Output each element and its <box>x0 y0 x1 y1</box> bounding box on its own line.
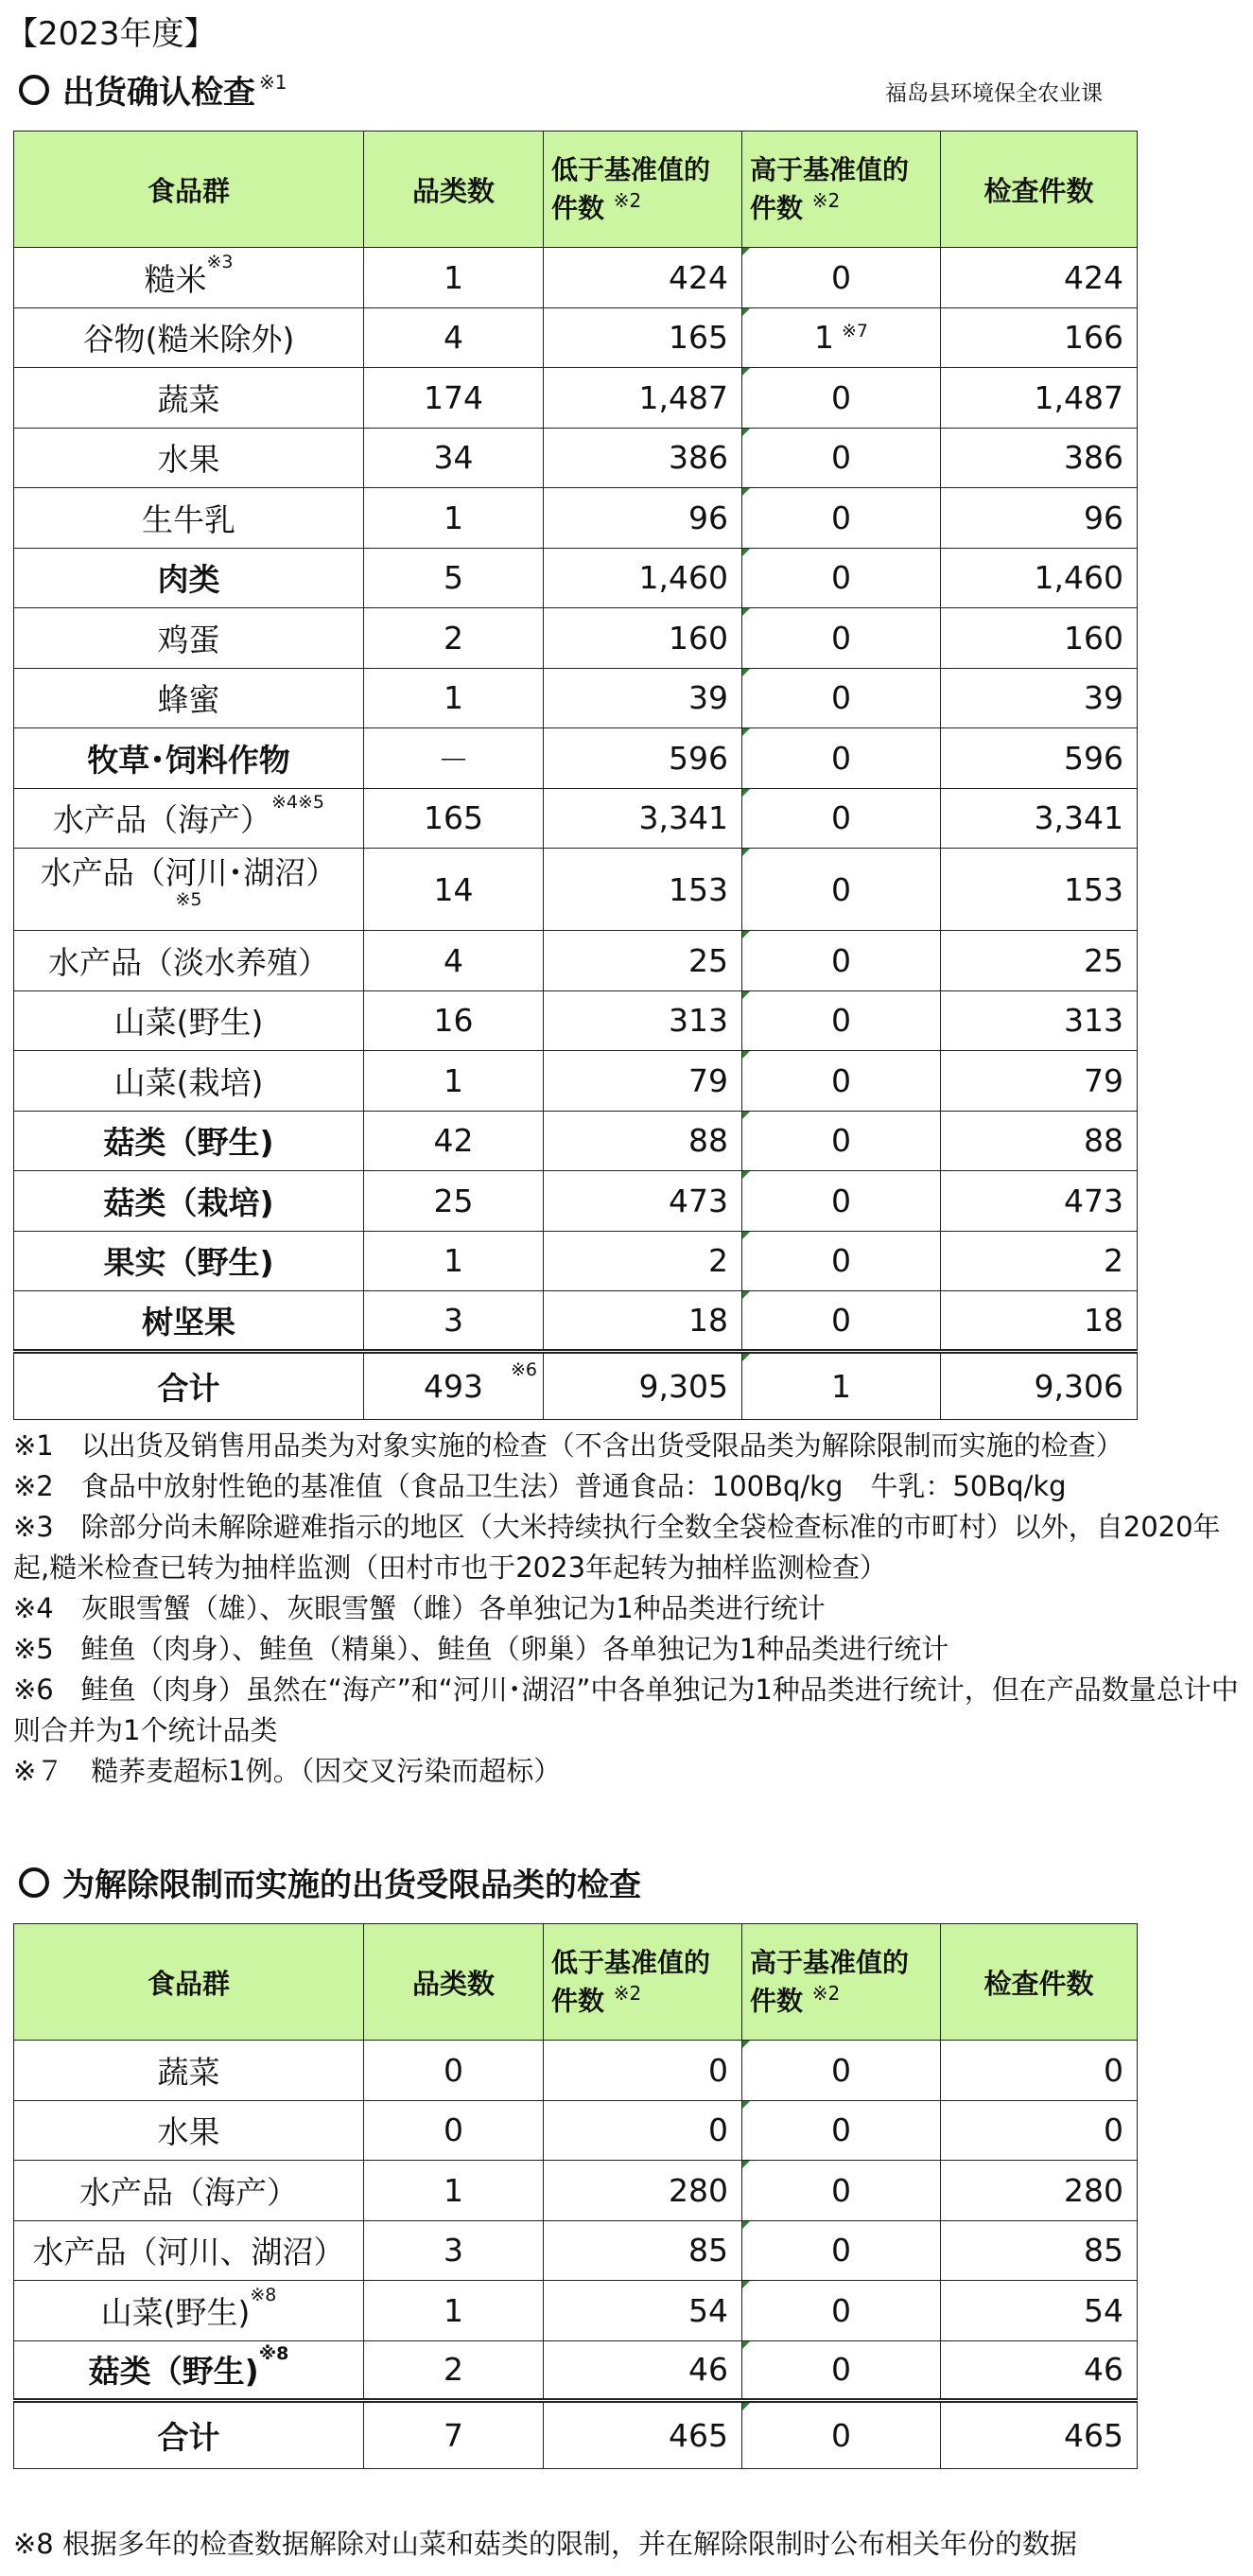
above-standard-value: 0 <box>831 2171 851 2209</box>
cell-inspection-count: 1,460 <box>941 548 1138 608</box>
table-row <box>14 990 1138 1051</box>
cell-above-standard <box>742 990 941 1051</box>
cell-inspection-count: 54 <box>941 2281 1138 2341</box>
cell-above-standard <box>742 548 941 608</box>
cell-item-count: 1 <box>364 2281 544 2341</box>
table-row <box>14 2340 1138 2401</box>
cell-item-count: 4 <box>364 307 544 368</box>
total-above-standard: 1 <box>742 1351 941 1419</box>
above-standard-value: 0 <box>831 739 851 777</box>
food-group-name: 菇类（野生) <box>103 1124 274 1162</box>
cell-above-standard <box>742 788 941 849</box>
total-row <box>14 2401 1138 2469</box>
cell-inspection-count: 3,341 <box>941 788 1138 849</box>
cell-above-standard <box>742 668 941 728</box>
food-group-name: 菇类（栽培) <box>103 1183 274 1221</box>
cell-item-count: － <box>364 728 544 789</box>
food-group-note: ※4※5 <box>270 792 325 814</box>
cell-below-standard: 54 <box>544 2281 742 2341</box>
cell-inspection-count: 18 <box>941 1291 1138 1352</box>
table-row <box>14 2161 1138 2221</box>
header-above-note: ※2 <box>811 188 841 212</box>
header-food-group: 食品群 <box>14 131 364 248</box>
total-row <box>14 1351 1138 1419</box>
food-group-name: 水果 <box>157 2113 220 2151</box>
food-group-name: 菇类（野生) <box>88 2353 259 2391</box>
cell-below-standard: 1,487 <box>544 368 742 429</box>
cell-item-count: 2 <box>364 2340 544 2401</box>
total-item-count-value: 7 <box>444 2417 463 2454</box>
food-group-name: 生牛乳 <box>142 500 235 538</box>
cell-below-standard: 473 <box>544 1171 742 1232</box>
food-group-name: 树坚果 <box>142 1303 235 1341</box>
total-inspection-count: 465 <box>941 2401 1138 2469</box>
cell-above-standard <box>742 368 941 429</box>
header-below-line1: 低于基准值的 <box>551 154 711 186</box>
cell-inspection-count: 160 <box>941 608 1138 669</box>
cell-below-standard: 153 <box>544 849 742 931</box>
footnotes-section2 <box>13 2524 1243 2565</box>
header-below-note: ※2 <box>613 188 642 212</box>
footnotes-section1 <box>13 1426 1243 1792</box>
cell-below-standard: 46 <box>544 2340 742 2401</box>
header-item-count: 品类数 <box>364 131 544 248</box>
cell-food-group <box>14 1291 364 1352</box>
cell-below-standard: 313 <box>544 990 742 1051</box>
table-row <box>14 2041 1138 2101</box>
table-row <box>14 368 1138 429</box>
table-header-row <box>14 131 1138 248</box>
table-row <box>14 248 1138 308</box>
cell-item-count: 1 <box>364 248 544 308</box>
above-standard-value: 0 <box>831 1182 851 1219</box>
total-item-count-value: 493 <box>424 1367 483 1405</box>
cell-item-count: 5 <box>364 548 544 608</box>
cell-below-standard: 88 <box>544 1111 742 1171</box>
header-below-line2: 件数 <box>551 192 605 224</box>
above-standard-value: 0 <box>831 870 851 908</box>
header-above-line2: 件数 <box>750 1985 804 2017</box>
cell-above-standard <box>742 849 941 931</box>
above-standard-value: 0 <box>831 1122 851 1160</box>
cell-item-count: 16 <box>364 990 544 1051</box>
section1-title <box>19 66 287 113</box>
footnote: ※4 灰眼雪蟹（雄）、灰眼雪蟹（雌）各单独记为1种品类进行统计 <box>13 1592 826 1624</box>
food-group-name: 果实（野生) <box>103 1244 274 1282</box>
footnote: ※6 鲑鱼（肉身）虽然在“海产”和“河川･湖沼”中各单独记为1种品类进行统计，但在产品数量总计中则合并为1个统计品类 <box>13 1674 1239 1746</box>
food-group-note: ※3 <box>206 251 234 272</box>
cell-item-count: 0 <box>364 2041 544 2101</box>
cell-item-count: 3 <box>364 2220 544 2281</box>
cell-item-count: 174 <box>364 368 544 429</box>
restriction-lift-table <box>13 1923 1138 2469</box>
cell-above-standard <box>742 931 941 991</box>
cell-food-group <box>14 608 364 669</box>
total-item-count <box>364 2401 544 2469</box>
above-standard-value: 0 <box>831 2232 851 2269</box>
food-group-name: 糙米 <box>144 260 207 298</box>
table-row <box>14 608 1138 669</box>
above-standard-value: 0 <box>831 559 851 597</box>
food-group-name: 山菜(野生) <box>113 1004 264 1042</box>
header-below-line1: 低于基准值的 <box>551 1947 711 1979</box>
food-group-note: ※5 <box>175 889 202 910</box>
cell-item-count: 2 <box>364 608 544 669</box>
cell-food-group <box>14 1051 364 1112</box>
above-standard-value: 0 <box>831 619 851 657</box>
section1-title-note: ※1 <box>259 70 287 94</box>
inspection-table <box>13 131 1138 1420</box>
cell-item-count: 42 <box>364 1111 544 1171</box>
food-group-name: 水果 <box>157 441 220 479</box>
header-above-line1: 高于基准值的 <box>750 1947 910 1979</box>
food-group-name: 蜂蜜 <box>157 681 220 719</box>
cell-food-group <box>14 788 364 849</box>
table-row <box>14 849 1138 931</box>
cell-inspection-count: 473 <box>941 1171 1138 1232</box>
food-group-name: 鸡蛋 <box>157 621 220 658</box>
header-below-note: ※2 <box>613 1981 642 2005</box>
above-standard-value: 1 <box>813 319 834 357</box>
cell-food-group <box>14 2220 364 2281</box>
cell-inspection-count: 1,487 <box>941 368 1138 429</box>
section2-title <box>19 1859 641 1905</box>
cell-above-standard <box>742 2041 941 2101</box>
cell-food-group <box>14 1231 364 1291</box>
circle-icon <box>19 1867 49 1898</box>
header-inspection-count: 检查件数 <box>941 1924 1138 2041</box>
above-standard-value: 0 <box>831 2291 851 2329</box>
footnote: ※8 根据多年的检查数据解除对山菜和菇类的限制，并在解除限制时公布相关年份的数据 <box>13 2528 1077 2560</box>
cell-inspection-count: 0 <box>941 2041 1138 2101</box>
cell-above-standard <box>742 248 941 308</box>
cell-below-standard: 386 <box>544 428 742 488</box>
table-row <box>14 1171 1138 1232</box>
cell-above-standard <box>742 1171 941 1232</box>
food-group-name: 蔬菜 <box>157 380 220 418</box>
cell-item-count: 1 <box>364 2161 544 2221</box>
total-below-standard: 465 <box>544 2401 742 2469</box>
cell-above-standard <box>742 728 941 789</box>
cell-inspection-count: 386 <box>941 428 1138 488</box>
cell-food-group <box>14 368 364 429</box>
cell-above-standard <box>742 2340 941 2401</box>
cell-inspection-count: 0 <box>941 2100 1138 2161</box>
table-row <box>14 2100 1138 2161</box>
above-standard-value: 0 <box>831 378 851 416</box>
header-below-standard <box>544 131 742 248</box>
above-standard-value: 0 <box>831 679 851 717</box>
cell-inspection-count: 79 <box>941 1051 1138 1112</box>
table-row <box>14 488 1138 549</box>
cell-below-standard: 3,341 <box>544 788 742 849</box>
total-item-count-note: ※6 <box>510 1358 537 1380</box>
footnote: ※3 除部分尚未解除避难指示的地区（大米持续执行全数全袋检查标准的市町村）以外，自2020年起,糙米检查已转为抽样监测（田村市也于2023年起转为抽样监测检查） <box>13 1511 1221 1584</box>
cell-above-standard <box>742 2281 941 2341</box>
cell-food-group <box>14 307 364 368</box>
table-row <box>14 1231 1138 1291</box>
cell-above-standard <box>742 2100 941 2161</box>
cell-below-standard: 0 <box>544 2041 742 2101</box>
cell-above-standard <box>742 428 941 488</box>
header-item-count: 品类数 <box>364 1924 544 2041</box>
cell-below-standard: 160 <box>544 608 742 669</box>
above-standard-value: 0 <box>831 2351 851 2389</box>
total-item-count <box>364 1351 544 1419</box>
total-label: 合计 <box>14 1351 364 1419</box>
header-below-line2: 件数 <box>551 1985 605 2017</box>
cell-food-group <box>14 2340 364 2401</box>
table-row <box>14 788 1138 849</box>
cell-food-group <box>14 2100 364 2161</box>
above-standard-value: 0 <box>831 499 851 536</box>
cell-inspection-count: 424 <box>941 248 1138 308</box>
cell-above-standard <box>742 608 941 669</box>
footnote: ※７ 糙荞麦超标1例。（因交叉污染而超标） <box>13 1755 562 1787</box>
cell-inspection-count: 153 <box>941 849 1138 931</box>
footnote: ※2 食品中放射性铯的基准值（食品卫生法）普通食品：100Bq/kg 牛乳：50Bq/kg <box>13 1470 1067 1502</box>
cell-inspection-count: 596 <box>941 728 1138 789</box>
cell-food-group <box>14 248 364 308</box>
cell-below-standard: 596 <box>544 728 742 789</box>
header-inspection-count: 检查件数 <box>941 131 1138 248</box>
table-row <box>14 548 1138 608</box>
cell-below-standard: 79 <box>544 1051 742 1112</box>
cell-item-count: 4 <box>364 931 544 991</box>
table-header-row <box>14 1924 1138 2041</box>
cell-inspection-count: 96 <box>941 488 1138 549</box>
cell-below-standard: 280 <box>544 2161 742 2221</box>
food-group-note: ※8 <box>258 2343 289 2365</box>
food-group-name: 谷物(糙米除外) <box>82 321 295 359</box>
food-group-name: 水产品（河川、湖沼） <box>32 2234 345 2271</box>
cell-item-count: 1 <box>364 668 544 728</box>
cell-below-standard: 0 <box>544 2100 742 2161</box>
food-group-name: 水产品（海产） <box>79 2173 298 2211</box>
cell-food-group <box>14 548 364 608</box>
total-below-standard: 9,305 <box>544 1351 742 1419</box>
table-row <box>14 307 1138 368</box>
cell-below-standard: 25 <box>544 931 742 991</box>
cell-below-standard: 39 <box>544 668 742 728</box>
cell-food-group <box>14 728 364 789</box>
cell-food-group <box>14 428 364 488</box>
header-above-standard <box>742 131 941 248</box>
above-standard-note: ※7 <box>841 321 868 342</box>
cell-food-group <box>14 931 364 991</box>
table-row <box>14 728 1138 789</box>
food-group-name: 牧草･饲料作物 <box>87 741 290 779</box>
above-standard-value: 0 <box>831 1061 851 1099</box>
cell-inspection-count: 88 <box>941 1111 1138 1171</box>
table-row <box>14 428 1138 488</box>
section1-title-text: 出货确认检查 <box>62 74 255 112</box>
cell-item-count: 1 <box>364 1051 544 1112</box>
organization-label: 福岛县环境保全农业课 <box>885 81 1103 106</box>
food-group-name: 蔬菜 <box>157 2053 220 2091</box>
cell-item-count: 14 <box>364 849 544 931</box>
cell-below-standard: 424 <box>544 248 742 308</box>
cell-above-standard <box>742 1231 941 1291</box>
cell-inspection-count: 2 <box>941 1231 1138 1291</box>
cell-below-standard: 2 <box>544 1231 742 1291</box>
cell-item-count: 1 <box>364 488 544 549</box>
cell-inspection-count: 85 <box>941 2220 1138 2281</box>
cell-food-group <box>14 2281 364 2341</box>
food-group-name: 山菜(野生) <box>100 2293 251 2331</box>
total-inspection-count: 9,306 <box>941 1351 1138 1419</box>
cell-below-standard: 1,460 <box>544 548 742 608</box>
year-label: 【2023年度】 <box>6 15 217 53</box>
table-row <box>14 931 1138 991</box>
cell-inspection-count: 166 <box>941 307 1138 368</box>
header-above-line2: 件数 <box>750 192 804 224</box>
cell-inspection-count: 46 <box>941 2340 1138 2401</box>
food-group-name: 肉类 <box>157 561 220 599</box>
header-food-group: 食品群 <box>14 1924 364 2041</box>
cell-inspection-count: 25 <box>941 931 1138 991</box>
cell-above-standard <box>742 2161 941 2221</box>
cell-below-standard: 85 <box>544 2220 742 2281</box>
cell-food-group <box>14 990 364 1051</box>
food-group-name: 水产品（海产） <box>52 801 271 839</box>
footnote: ※1 以出货及销售用品类为对象实施的检查（不含出货受限品类为解除限制而实施的检查） <box>13 1429 1123 1462</box>
header-above-standard <box>742 1924 941 2041</box>
cell-food-group <box>14 2161 364 2221</box>
cell-food-group <box>14 849 364 931</box>
cell-above-standard <box>742 1111 941 1171</box>
cell-item-count: 34 <box>364 428 544 488</box>
cell-inspection-count: 39 <box>941 668 1138 728</box>
cell-food-group <box>14 1111 364 1171</box>
cell-above-standard <box>742 1051 941 1112</box>
table-row <box>14 2220 1138 2281</box>
above-standard-value: 0 <box>831 1002 851 1040</box>
cell-above-standard <box>742 1291 941 1352</box>
footnote: ※5 鲑鱼（肉身）、鲑鱼（精巢）、鲑鱼（卵巢）各单独记为1种品类进行统计 <box>13 1633 949 1665</box>
above-standard-value: 0 <box>831 439 851 477</box>
table-row <box>14 668 1138 728</box>
food-group-name: 山菜(栽培) <box>113 1063 264 1101</box>
food-group-name: 水产品（淡水养殖） <box>48 943 329 981</box>
cell-inspection-count: 280 <box>941 2161 1138 2221</box>
cell-item-count: 25 <box>364 1171 544 1232</box>
total-label: 合计 <box>14 2401 364 2469</box>
cell-food-group <box>14 488 364 549</box>
table-row <box>14 1291 1138 1352</box>
header-above-line1: 高于基准值的 <box>750 154 910 186</box>
above-standard-value: 0 <box>831 799 851 837</box>
cell-item-count: 3 <box>364 1291 544 1352</box>
total-above-standard: 0 <box>742 2401 941 2469</box>
cell-below-standard: 165 <box>544 307 742 368</box>
above-standard-value: 0 <box>831 941 851 979</box>
cell-food-group <box>14 1171 364 1232</box>
circle-icon <box>19 75 49 105</box>
table-row <box>14 2281 1138 2341</box>
header-below-standard <box>544 1924 742 2041</box>
table-row <box>14 1051 1138 1112</box>
section2-title-text: 为解除限制而实施的出货受限品类的检查 <box>62 1866 641 1904</box>
cell-inspection-count: 313 <box>941 990 1138 1051</box>
cell-food-group <box>14 2041 364 2101</box>
cell-above-standard <box>742 307 941 368</box>
cell-food-group <box>14 668 364 728</box>
cell-item-count: 1 <box>364 1231 544 1291</box>
cell-item-count: 0 <box>364 2100 544 2161</box>
header-above-note: ※2 <box>811 1981 841 2005</box>
above-standard-value: 0 <box>831 2112 851 2149</box>
cell-below-standard: 18 <box>544 1291 742 1352</box>
above-standard-value: 0 <box>831 258 851 296</box>
above-standard-value: 0 <box>831 1242 851 1280</box>
above-standard-value: 0 <box>831 2051 851 2089</box>
cell-above-standard <box>742 2220 941 2281</box>
table-row <box>14 1111 1138 1171</box>
cell-above-standard <box>742 488 941 549</box>
food-group-note: ※8 <box>250 2284 277 2305</box>
cell-below-standard: 96 <box>544 488 742 549</box>
above-standard-value: 0 <box>831 1301 851 1339</box>
food-group-name: 水产品（河川･湖沼） <box>40 854 338 891</box>
cell-item-count: 165 <box>364 788 544 849</box>
